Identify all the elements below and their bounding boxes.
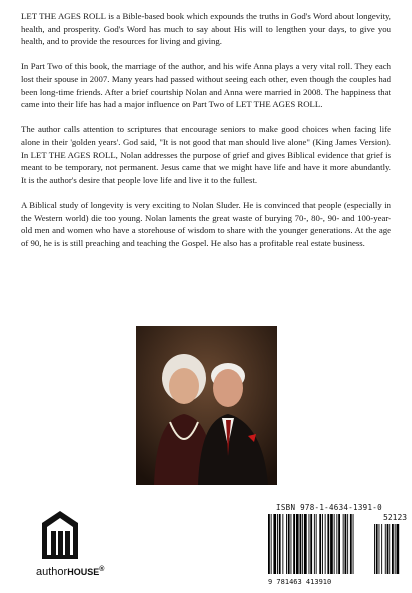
barcode-bar <box>345 514 347 574</box>
barcode-bar <box>300 514 302 574</box>
barcode-bar <box>309 514 310 574</box>
barcode-bar <box>304 514 307 574</box>
barcode-bar <box>347 514 348 574</box>
barcode-addon-bar <box>392 524 394 574</box>
barcode-bar <box>338 514 340 574</box>
barcode-bar <box>286 514 287 574</box>
barcode-bar <box>293 514 295 574</box>
price-code: 52123 <box>383 513 408 522</box>
barcode-bar <box>273 514 276 574</box>
barcode-bar <box>279 514 281 574</box>
barcode-bar <box>277 514 278 574</box>
barcode-bar <box>334 514 335 574</box>
barcode-bar <box>325 514 326 574</box>
barcode-bar <box>288 514 290 574</box>
barcode-bar <box>302 514 303 574</box>
barcode-number: 9 781463 413910 <box>268 578 332 586</box>
barcode-addon-bar <box>397 524 400 574</box>
barcode <box>266 514 406 574</box>
barcode-bar <box>291 514 292 574</box>
barcode-bar <box>343 514 344 574</box>
barcode-bar <box>268 514 270 574</box>
barcode-bar <box>316 514 317 574</box>
barcode-addon-bar <box>387 524 389 574</box>
barcode-addon-bar <box>385 524 386 574</box>
barcode-bar <box>310 514 312 574</box>
author-photo <box>136 326 277 485</box>
barcode-bar <box>350 514 352 574</box>
paragraph-marriage: In Part Two of this book, the marriage of the author, and his wife Anna plays a very vital roll. They each lost their spouse in 2007. Many years had passed without seeing each other, even though the couples had been long-time friends. After a brief courtship Nolan and Anna were married in 2008. The happiness that came into their life has had a major influence on Part Two of LET THE AGES ROLL. <box>21 61 391 110</box>
barcode-bar <box>322 514 323 574</box>
barcode-addon-bar <box>376 524 378 574</box>
barcode-addon-bar <box>374 524 375 574</box>
barcode-bar <box>271 514 272 574</box>
barcode-bar <box>319 514 321 574</box>
publisher-logo <box>36 509 122 579</box>
barcode-addon-bar <box>381 524 382 574</box>
barcode-bar <box>314 514 315 574</box>
paragraph-intro: LET THE AGES ROLL is a Bible-based book which expounds the truths in God's Word about longevity, health, and prosperity. God's Word has much to say about His will to lengthen your days, to give you health, and to provide the resources for living and giving. <box>21 11 391 47</box>
barcode-bar <box>327 514 329 574</box>
barcode-bar <box>353 514 354 574</box>
cover-description <box>21 10 391 262</box>
barcode-bar <box>336 514 337 574</box>
house-logo-icon <box>40 509 80 561</box>
publisher-name: authorHOUSE® <box>36 566 105 578</box>
barcode-bar <box>330 514 333 574</box>
isbn-label: ISBN 978-1-4634-1391-0 <box>276 503 382 512</box>
barcode-bar <box>296 514 299 574</box>
paragraph-grief: The author calls attention to scriptures that encourage seniors to make good choices when facing life alone in their 'golden years'. God said, "It is not good that man should live alone" (King James Version). In LET THE AGES ROLL, Nolan addresses the purpose of grief and gives Biblical evidence that grief is meant to be temporary, not permanent. Jesus came that we might have life and have it more abundantly. It is the author's desire that people love life and live it to the fullest. <box>21 124 391 185</box>
paragraph-longevity: A Biblical study of longevity is very exciting to Nolan Sluder. He is convinced that people (especially in the Western world) die too young. Nolan laments the great waste of burying 70-, 80-, 90- and 100-year-old men and women who have a storehouse of wisdom to share with the younger generations. At the age of 90, he is is still preaching and teaching the Gospel. He also has a profitable real estate business. <box>21 199 391 248</box>
barcode-addon-bar <box>395 524 396 574</box>
barcode-addon-bar <box>379 524 380 574</box>
barcode-bar <box>282 514 283 574</box>
barcode-addon-bar <box>389 524 390 574</box>
